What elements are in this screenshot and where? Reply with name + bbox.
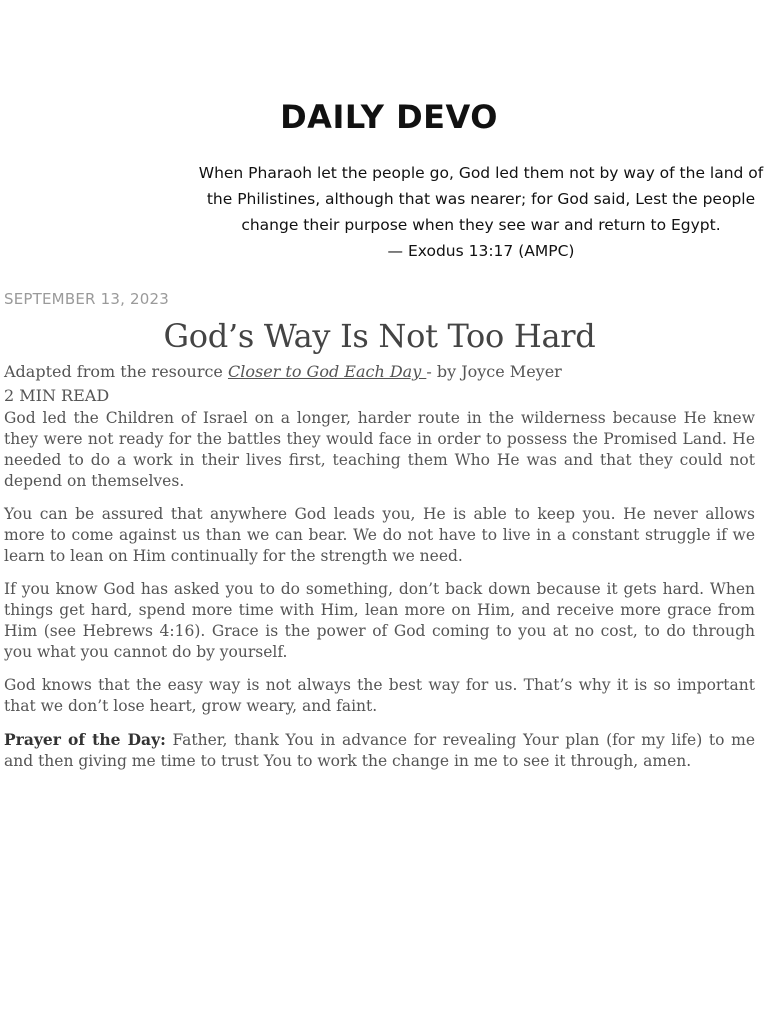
body-paragraph: God led the Children of Israel on a longer, harder route in the wilderness because He knew they were not ready for the battles they would face in order to possess the Promised Land. He needed to do a work in their lives first, teaching them Who He was and that they could not depend on themselves. [4, 409, 755, 490]
body-paragraph: You can be assured that anywhere God leads you, He is able to keep you. He never allows more to come against us than we can bear. We do not have to live in a constant struggle if we learn to lean on Him continually for the strength we need. [4, 505, 755, 565]
source-author: - by Joyce Meyer [426, 362, 562, 381]
devotional-article [4, 288, 755, 784]
article-title: God’s Way Is Not Too Hard [163, 317, 596, 355]
verse-reference: — Exodus 13:17 (AMPC) [387, 242, 575, 260]
source-resource-link[interactable]: Closer to God Each Day [227, 362, 427, 381]
site-title[interactable]: DAILY DEVO [280, 98, 498, 136]
prayer-text: Father, thank You in advance for revealing Your plan (for my life) to me and then giving me time to trust You to work the change in me to see it through, amen. [4, 731, 755, 770]
prayer-paragraph [4, 729, 755, 772]
article-date: SEPTEMBER 13, 2023 [4, 290, 169, 308]
verse-text: When Pharaoh let the people go, God led them not by way of the land of the Philistines, although that was nearer; for God said, Lest the people change their purpose when they see war and return to Egypt. [198, 164, 764, 234]
source-prefix: Adapted from the resource [4, 362, 228, 381]
body-paragraph: God knows that the easy way is not always the best way for us. That’s why it is so important that we don’t lose heart, grow weary, and faint. [4, 676, 755, 715]
prayer-label: Prayer of the Day: [4, 730, 166, 749]
verse-of-the-day [194, 160, 768, 264]
body-paragraph: If you know God has asked you to do something, don’t back down because it gets hard. When things get hard, spend more time with Him, lean more on Him, and receive more grace from Him (see Hebrews 4:16). Grace is the power of God coming to you at no cost, to do through you what you cannot do by yourself. [4, 580, 755, 661]
article-source [4, 360, 755, 384]
site-header [0, 96, 768, 138]
read-time: 2 MIN READ [4, 386, 110, 405]
